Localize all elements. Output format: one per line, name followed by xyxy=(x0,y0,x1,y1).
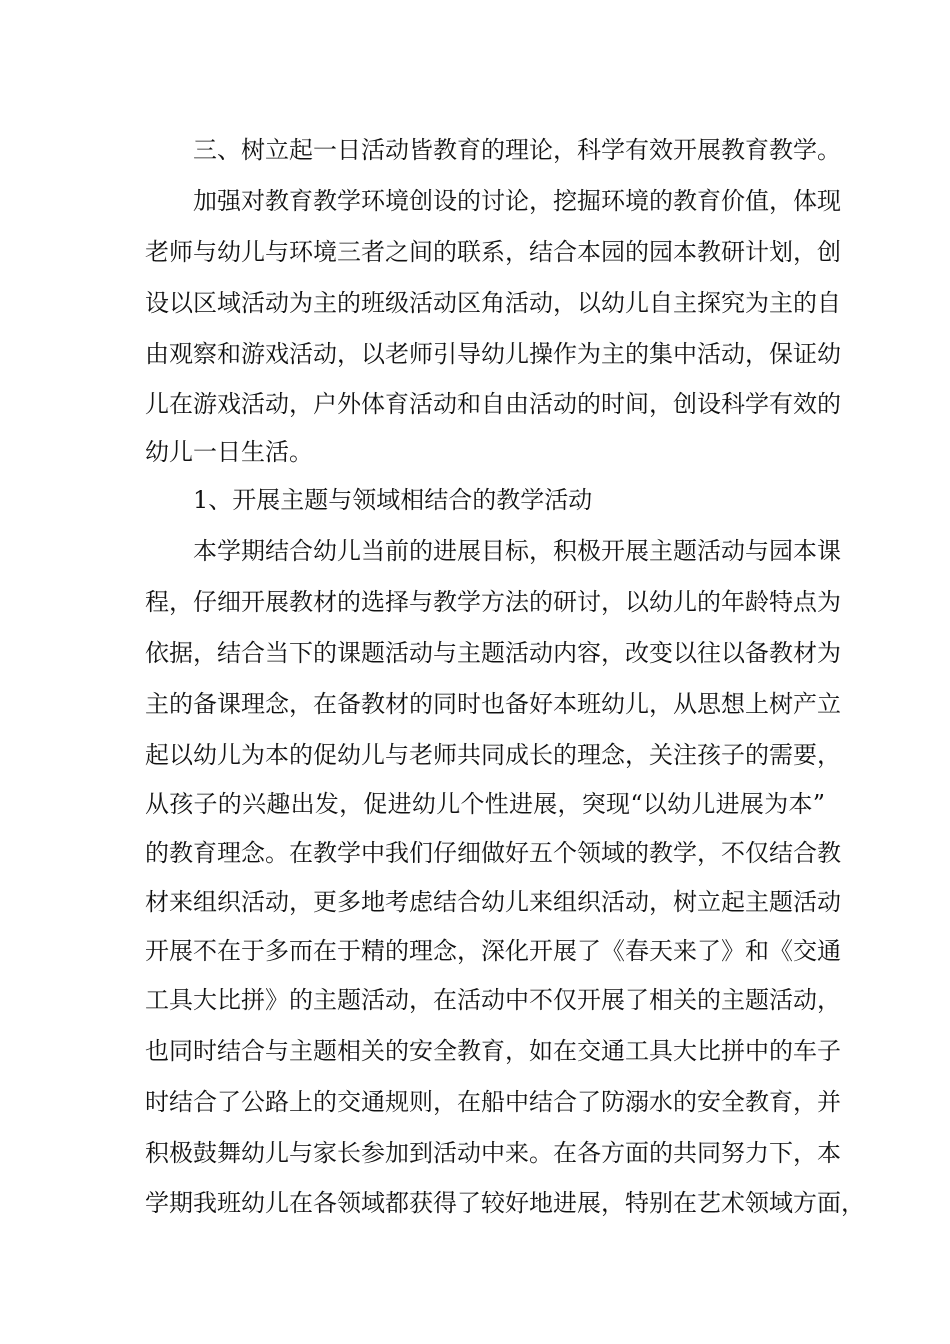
paragraph-line: 设以区域活动为主的班级活动区角活动，以幼儿自主探究为主的自 xyxy=(145,289,841,317)
paragraph-line: 由观察和游戏活动，以老师引导幼儿操作为主的集中活动，保证幼 xyxy=(145,340,841,368)
paragraph-line: 的教育理念。在教学中我们仔细做好五个领域的教学，不仅结合教 xyxy=(145,839,841,867)
paragraph-line: 学期我班幼儿在各领域都获得了较好地进展，特别在艺术领域方面， xyxy=(145,1189,865,1217)
subsection-heading: 1、开展主题与领域相结合的教学活动 xyxy=(193,486,593,514)
paragraph-line: 时结合了公路上的交通规则，在船中结合了防溺水的安全教育，并 xyxy=(145,1088,841,1116)
paragraph-line: 儿在游戏活动，户外体育活动和自由活动的时间，创设科学有效的 xyxy=(145,390,841,418)
section-heading: 三、树立起一日活动皆教育的理论，科学有效开展教育教学。 xyxy=(193,136,841,164)
paragraph-line: 材来组织活动，更多地考虑结合幼儿来组织活动，树立起主题活动 xyxy=(145,888,841,916)
paragraph-line: 主的备课理念，在备教材的同时也备好本班幼儿，从思想上树产立 xyxy=(145,690,841,718)
paragraph-line: 工具大比拼》的主题活动，在活动中不仅开展了相关的主题活动， xyxy=(145,986,841,1014)
paragraph-line: 依据，结合当下的课题活动与主题活动内容，改变以往以备教材为 xyxy=(145,639,841,667)
paragraph-line: 也同时结合与主题相关的安全教育，如在交通工具大比拼中的车子 xyxy=(145,1037,841,1065)
paragraph-line: 开展不在于多而在于精的理念，深化开展了《春天来了》和《交通 xyxy=(145,937,841,965)
paragraph-line: 从孩子的兴趣出发，促进幼儿个性进展，突现“以幼儿进展为本” xyxy=(145,790,825,818)
paragraph-line: 加强对教育教学环境创设的讨论，挖掘环境的教育价值，体现 xyxy=(193,187,841,215)
paragraph-line: 起以幼儿为本的促幼儿与老师共同成长的理念，关注孩子的需要， xyxy=(145,741,841,769)
paragraph-line: 程，仔细开展教材的选择与教学方法的研讨，以幼儿的年龄特点为 xyxy=(145,588,841,616)
paragraph-line: 本学期结合幼儿当前的进展目标，积极开展主题活动与园本课 xyxy=(193,537,841,565)
paragraph-line: 幼儿一日生活。 xyxy=(145,438,313,466)
paragraph-line: 老师与幼儿与环境三者之间的联系，结合本园的园本教研计划，创 xyxy=(145,238,841,266)
paragraph-line: 积极鼓舞幼儿与家长参加到活动中来。在各方面的共同努力下，本 xyxy=(145,1139,841,1167)
